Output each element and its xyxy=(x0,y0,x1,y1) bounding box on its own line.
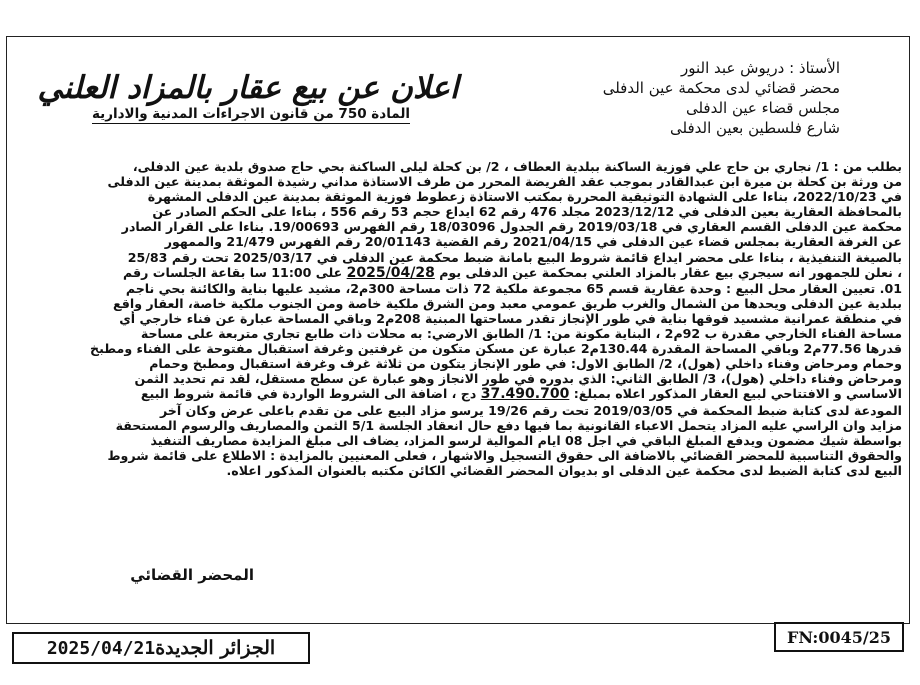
newspaper-name: الجزائر الجديدة xyxy=(155,637,276,659)
body-line: البيع لدى كتابة الضبط لدى محكمة عين الدفلى او بديوان المحضر القضائي الكائن مكتبه بالعنوان المذكور اعلاه. xyxy=(226,462,902,478)
body-line: مساحة الفناء الخارجي مقدرة ب 92م2 ، البناية مكونة من: 1/ الطابق الارضي: به محلات ذات طابع تجاري متربعة على مساحة xyxy=(140,326,902,342)
publication-date: 2025/04/21 xyxy=(46,637,156,659)
body-line: المودعة لدى كتابة ضبط المحكمة في 2019/03/05 تحت رقم 19/26 يرسو مزاد البيع على من تقدم باعلى عرض وكان آخر xyxy=(159,402,902,418)
file-number: FN:0045/25 xyxy=(774,622,904,652)
body-line: بطلب من : 1/ نجاري بن حاج علي فوزية الساكنة ببلدية العطاف ، 2/ بن كحلة ليلى الساكنة بحي حاج صدوق بلدية عين الدفلى، xyxy=(132,159,902,174)
body-line: بواسطة شيك مضمون ويدفع المبلغ الباقي في اجل 08 ايام الموالية لرسو المزاد، يضاف الى مبلغ المزايدة مصاريف التنفيذ xyxy=(150,432,902,448)
publication-box xyxy=(12,632,310,664)
body-line: في منطقة عمرانية مشسيد فوقها بناية في طور الإنجاز تقدر مساحتها المبنية 208م2 وباقي المساحة عبارة عن فناء خارجي أي xyxy=(119,310,902,326)
notice-title: اعلان عن بيع عقار بالمزاد العلني xyxy=(37,70,459,106)
body-line: 01. تعيين العقار محل البيع : وحدة عقارية قسم 65 مجموعة ملكية 72 ذات مساحة 300م2، مشيد عليها بناية والكائنة بحي ناجم xyxy=(125,280,902,296)
sale-announcement: ، نعلن للجمهور انه سيجري بيع عقار بالمزاد العلني بمحكمة عين الدفلى يوم xyxy=(439,264,902,280)
signature: المحضر القضائي xyxy=(130,566,254,584)
bailiff-address xyxy=(540,58,840,138)
body-line: والحقوق التناسبية للمحضر القضائي بالاضافة الى حقوق التسجيل والاشهار ، فعلى المعنيين بالمزايدة : الاطلاع على قائمة شروط xyxy=(107,447,902,463)
body-line: من ورثة بن كحلة بن ميرة ابن عبدالقادر بموجب عقد الفريضة المحرر من طرف الاستاذة مداني رشيدة الموثقة بمدينة عين الدفلى xyxy=(107,174,902,190)
body-line: ببلدية عين الدفلى ويحدها من الشمال والغرب طريق عمومي معبد ومن الشرق ملكية خاصة ومن الجنوب ملكية خاصة، العقار واقع xyxy=(113,295,902,311)
body-line: وحمام ومرحاض وفناء داخلي (هول)، 2/ الطابق الاول: في طور الإنجاز يتكون من ثلاثة غرف وغرفة استقبال ومطبخ وحمام xyxy=(149,356,902,372)
court-council: مجلس قضاء عين الدفلى xyxy=(685,99,840,117)
sale-date: 2025/04/28 xyxy=(346,264,435,281)
bailiff-title: محضر قضائي لدى محكمة عين الدفلى xyxy=(602,79,840,97)
starting-price: 37.490.700 xyxy=(480,386,570,403)
body-line: ومرحاض وفناء داخلي (هول)، 3/ الطابق الثاني: الذي بدوره في طور الانجاز وهو عبارة عن سطح مستقل، لقد تم تحديد الثمن xyxy=(134,371,902,387)
bailiff-name: الأستاذ : دريوش عبد النور xyxy=(681,59,840,77)
body-line: في 2022/10/23، بناءا على الشهادة التوثيقية المحررة بمكتب الاستاذة زعطوط فوزية الموثقة بمدينة عين الدفلى المشهرة xyxy=(147,189,902,205)
body-line: مزايد وان الراسي عليه المزاد يتحمل الاعباء القانونية بما فيها دفع حال انعقاد الجلسة 5/1 الثمن والمصاريف والرسوم المستحقة xyxy=(115,417,902,433)
body-line xyxy=(14,265,902,281)
sale-time: على 11:00 سا بقاعة الجلسات رقم xyxy=(123,264,343,280)
notice-subtitle: المادة 750 من قانون الاجراءات المدنية والادارية xyxy=(91,106,411,122)
price-conditions: دج ، اضافة الى الشروط الواردة في قائمة شروط البيع xyxy=(140,386,477,402)
price-label: الاساسي و الافتتاحي لبيع العقار المذكور اعلاه بمبلغ: xyxy=(573,386,902,402)
notice-body xyxy=(14,159,902,478)
body-line: محكمة عين الدفلى القسم العقاري في 2019/03/18 رقم الجدول 18/03096 رقم الفهرس 19/00693. بناءا على القرار الصادر xyxy=(121,219,902,235)
body-line: قدرها 77.56م2 وباقي المساحة المقدرة 130.44م2 عبارة عن مسكن متكون من غرفتين وغرفة استقبال مفتوحة على الفناء ومطبخ xyxy=(90,341,902,357)
body-line: عن الغرفة العقارية بمجلس قضاء عين الدفلى في 2021/04/15 رقم القضية 20/01143 رقم الفهرس 21/479 والممهور xyxy=(164,234,902,250)
body-line: بالصيغة التنفيذية ، بناءا على محضر ايداع قائمة شروط البيع بامانة ضبط محكمة عين الدفلى في 2025/03/17 تحت رقم 25/83 xyxy=(127,249,902,265)
body-line: بالمحافظة العقارية بعين الدفلى في 2023/12/12 مجلد 476 رقم 62 ايداع حجم 53 رقم 556 ، بناءا على الحكم الصادر عن xyxy=(152,204,902,220)
office-street: شارع فلسطين بعين الدفلى xyxy=(669,119,840,137)
body-line xyxy=(14,386,902,402)
